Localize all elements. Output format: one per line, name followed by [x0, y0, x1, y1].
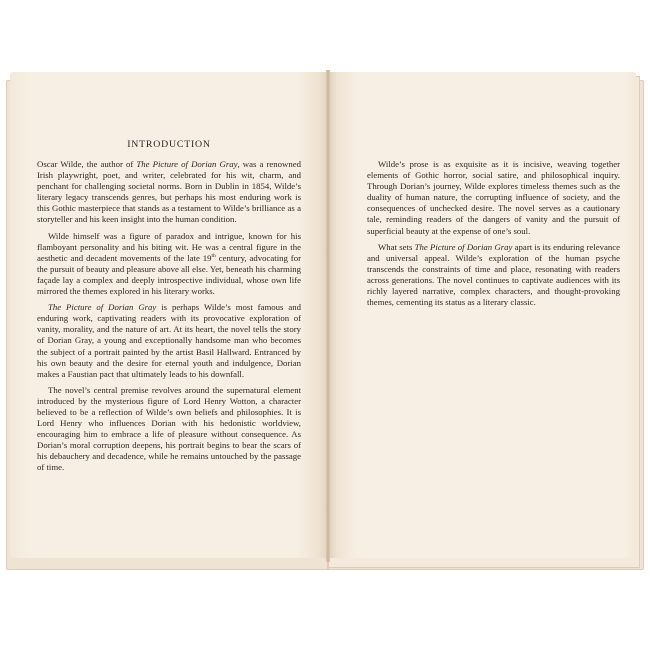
- paragraph-text: century, advocating for the pursuit of beauty and pleasure above all else. Yet, beneath his charming façade lay a complex and deeply introspective individual, whose own life mirrored the themes explored in his literary works.: [37, 252, 301, 297]
- paragraph-5: Wilde’s prose is as exquisite as it is incisive, weaving together elements of Gothic horror, social satire, and philosophical inquiry. Through Dorian’s journey, Wilde explores timeless themes such as the duality of human nature, the corrupting influence of society, and the consequences of unchecked desire. The novel serves as a cautionary tale, reminding readers of the dangers of vanity and the pursuit of superficial beauty at the expense of one’s soul.: [367, 159, 620, 236]
- book-title-italic: The Picture of Dorian Gray: [136, 159, 238, 169]
- right-page: [328, 72, 636, 558]
- superscript: th: [211, 252, 216, 259]
- paragraph-2: [37, 231, 301, 298]
- paragraph-text: What sets: [378, 241, 415, 252]
- book-spine-gutter: [326, 70, 330, 562]
- paragraph-4: The novel’s central premise revolves around the supernatural element introduced by the mysterious figure of Lord Henry Wotton, a character believed to be a reflection of Wilde’s own beliefs and philosophies. It is Lord Henry who influences Dorian with his hedonistic worldview, encouraging him to embrace a life of pleasure without consequence. As Dorian’s moral corruption deepens, his portrait begins to bear the scars of his debauchery and decadence, while he remains untouched by the passage of time.: [37, 384, 301, 473]
- left-page-text: [37, 159, 301, 479]
- paragraph-1: [37, 159, 301, 226]
- paragraph-text: , was a renowned Irish playwright, poet, and writer, celebrated for his wit, charm, and penchant for challenging societal norms. Born in Dublin in 1854, Wilde’s literary legacy transcends genres, but perhaps his most enduring work is this Gothic masterpiece that stands as a testament to Wilde’s brilliance as a storyteller and his keen insight into the human condition.: [37, 159, 302, 225]
- left-page: [10, 72, 328, 558]
- paragraph-text: is perhaps Wilde’s most famous and enduring work, captivating readers with its provocative exploration of vanity, morality, and the nature of art. At its heart, the novel tells the story of Dorian Gray, a young and exceptionally handsome man who becomes the subject of a portrait painted by the artist Basil Hallward. Entranced by his own beauty and the desire for eternal youth and indulgence, Dorian makes a Faustian pact that ultimately leads to his downfall.: [37, 302, 301, 379]
- open-book: [6, 70, 644, 572]
- book-title-italic: The Picture of Dorian Gray: [48, 302, 157, 313]
- paragraph-3: [37, 302, 301, 380]
- book-title-italic: The Picture of Dorian Gray: [414, 241, 513, 252]
- paragraph-6: [367, 242, 620, 309]
- page-heading: INTRODUCTION: [127, 139, 211, 150]
- paragraph-text: Wilde himself was a figure of paradox and intrigue, known for his flamboyant personality and his biting wit. He was a central figure in the aesthetic and decadent movements of the late 19: [37, 230, 301, 263]
- paragraph-text: Oscar Wilde, the author of: [37, 159, 137, 169]
- paragraph-text: apart is its enduring relevance and universal appeal. Wilde’s exploration of the human psyche transcends the constraints of time and place, resonating with readers across generations. The novel continues to captivate audiences with its richly layered narrative, complex characters, and thought-provoking themes, cementing its status as a literary classic.: [367, 241, 620, 308]
- right-page-text: [367, 159, 620, 313]
